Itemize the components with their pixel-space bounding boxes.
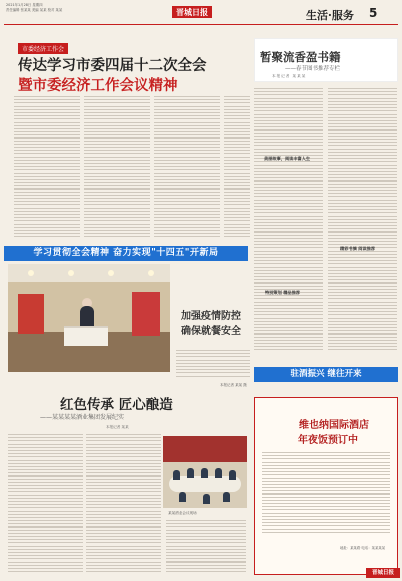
article3-headline: 红色传承 匠心酿造 (60, 397, 173, 413)
page-number: 5 (369, 6, 378, 20)
meta-line: 2021年1月28日 星期四 (6, 3, 43, 7)
article1-headline: 传达学习市委四届十二次全会 (18, 57, 207, 74)
page-meta (6, 3, 136, 12)
page-header (0, 0, 402, 26)
article1-body-col1 (14, 96, 80, 239)
right-article-subhead: 美丽故事，阅读丰富人生 (264, 156, 311, 161)
article1-body-col2 (84, 96, 150, 239)
meta-line: 责任编辑 张某某 美编 某某 校对 某某 (6, 7, 63, 12)
right-article-col2 (328, 88, 397, 353)
photo-side-line: 加强疫情防控 (181, 311, 241, 322)
photo-side-title (181, 309, 241, 339)
header-rule (4, 24, 398, 25)
article3-body-col3 (166, 520, 246, 574)
photo2-caption: 某某酒业会议现场 (168, 511, 197, 515)
photo-side-line: 确保就餐安全 (181, 326, 241, 337)
ad-subtitle: 年夜饭预订中 (298, 435, 358, 446)
right-article-subhead: 特别策划 精品推荐 (265, 290, 300, 295)
ad-footer: 地址：某某路 电话：某某某某 (340, 546, 386, 550)
news-photo-meeting (163, 436, 247, 508)
ad-title: 维也纳国际酒店 (299, 420, 369, 431)
right-article-subhead: 精彩书摘 阅读推荐 (340, 246, 375, 251)
right-article-title: 暂聚流香盈书籍 (260, 50, 341, 64)
right-article-subtitle: ——春节图书推荐专栏 (285, 66, 341, 72)
watermark-logo: 晋城日报 (366, 568, 400, 578)
article1-kicker: 市委经济工作会 (18, 43, 68, 54)
photo-credit: 本报记者 某某 摄 (220, 383, 247, 387)
article1-headline2: 暨市委经济工作会议精神 (18, 77, 178, 94)
article1-body-col3 (154, 96, 220, 239)
right-article-col1 (254, 88, 323, 353)
photo-caption (176, 350, 250, 379)
article1-body-col4 (224, 96, 250, 239)
slogan-banner: 学习贯彻全会精神 奋力实现"十四五"开新局 (4, 246, 248, 261)
ad-text (262, 452, 390, 535)
article3-body-col1 (8, 434, 83, 574)
article3-author: 本报记者 某某 (106, 425, 129, 429)
news-photo-canteen (8, 264, 170, 372)
right-article-author: 本报记者 某某某 (272, 74, 307, 78)
article3-subtitle: ——某某某某酒业集团发展纪实 (40, 414, 125, 421)
section-title: 生活·服务 (306, 9, 354, 22)
right-slogan-banner: 驻酒振兴 继往开来 (254, 367, 398, 382)
newspaper-logo: 晋城日报 (172, 6, 212, 18)
article3-body-col2 (86, 434, 161, 574)
